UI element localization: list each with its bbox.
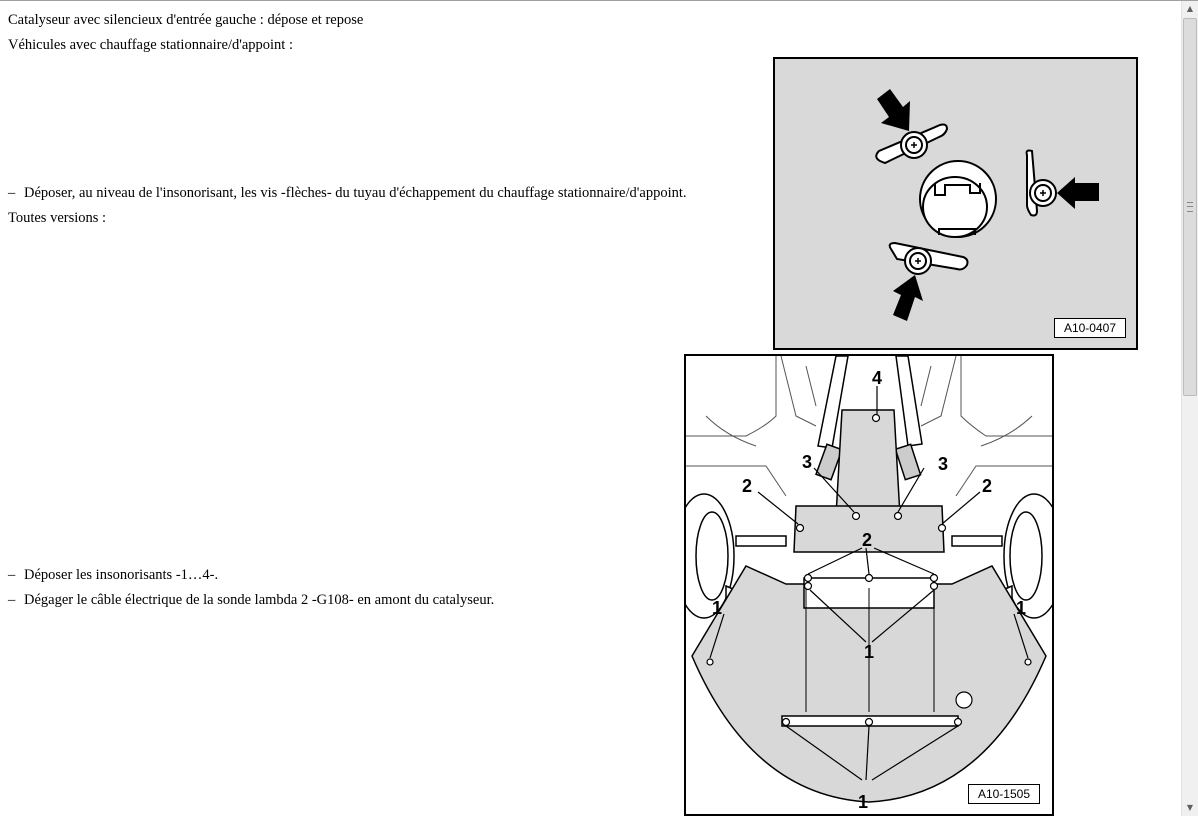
step-remove-screws: [8, 184, 687, 202]
vertical-scrollbar[interactable]: [1181, 1, 1198, 816]
step-dash: –: [8, 185, 16, 201]
step-dash: –: [8, 567, 16, 583]
step-text: Déposer les insonorisants -1…4-.: [24, 567, 219, 583]
exhaust-pipe-ring: [920, 161, 996, 237]
bracket-top-left: [876, 125, 947, 164]
callout-1: 1: [864, 642, 875, 662]
insulator-4: [836, 410, 900, 516]
figure-heater-exhaust-screws: [773, 57, 1138, 350]
step-text: Déposer, au niveau de l'insonorisant, les vis -flèches- du tuyau d'échappement du chauffage stationnaire/d'appoint.: [24, 185, 687, 201]
figure-insulators-underbody: [684, 354, 1054, 816]
callout-4: 4: [872, 368, 883, 388]
callout-2: 2: [862, 530, 873, 550]
top-border: [0, 0, 1198, 1]
scroll-up-icon[interactable]: ▲: [1182, 1, 1198, 17]
bracket-right: [1027, 151, 1056, 216]
callout-1: 1: [1016, 598, 1027, 618]
figure-reference-label: A10-1505: [968, 784, 1040, 804]
arrow-icon: [877, 89, 910, 131]
step-dash: –: [8, 592, 16, 608]
callout-3: 3: [938, 454, 949, 474]
scroll-down-icon[interactable]: ▼: [1182, 800, 1198, 816]
callout-2: 2: [982, 476, 993, 496]
callout-1: 1: [712, 598, 723, 618]
step-remove-insulators: [8, 566, 218, 584]
bracket-bottom: [890, 243, 968, 274]
condition-all-versions: Toutes versions :: [8, 210, 107, 226]
arrow-icon: [893, 275, 923, 321]
figure-2-drawing: [686, 356, 1052, 814]
figure-1-drawing: [775, 59, 1136, 348]
arrow-icon: [1057, 177, 1099, 209]
callout-1: 1: [858, 792, 869, 812]
step-text: Dégager le câble électrique de la sonde lambda 2 -G108- en amont du catalyseur.: [24, 592, 495, 608]
callout-2: 2: [742, 476, 753, 496]
document-title: Catalyseur avec silencieux d'entrée gauche : dépose et repose: [8, 12, 364, 28]
condition-heater: Véhicules avec chauffage stationnaire/d'appoint :: [8, 37, 293, 53]
figure-reference-label: A10-0407: [1054, 318, 1126, 338]
step-release-cable: [8, 591, 494, 609]
grip-icon: [1187, 202, 1193, 212]
scroll-thumb[interactable]: [1183, 18, 1197, 396]
callout-3: 3: [802, 452, 813, 472]
